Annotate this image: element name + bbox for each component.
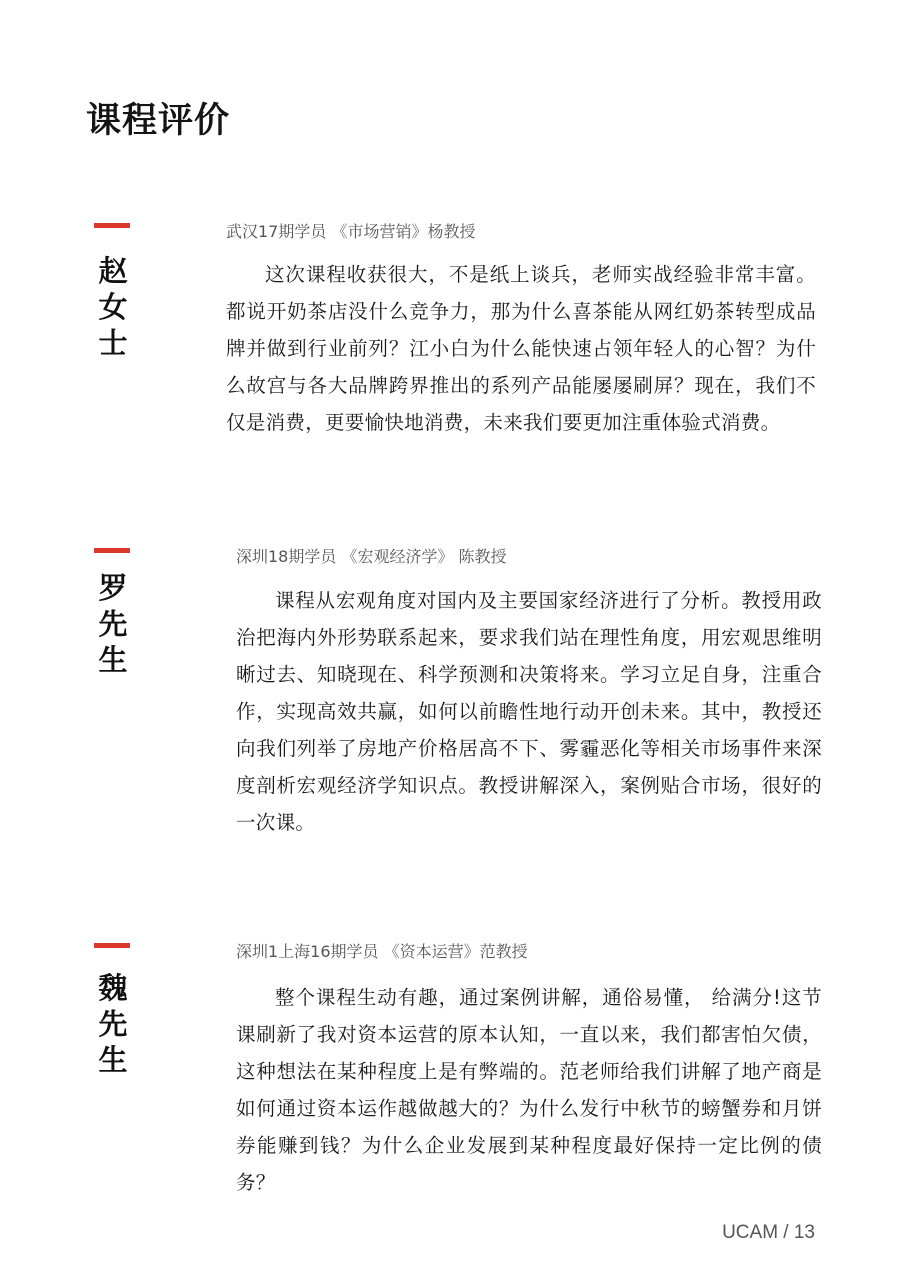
- accent-bar: [94, 223, 130, 228]
- accent-bar: [94, 548, 130, 553]
- review-text: 整个课程生动有趣，通过案例讲解，通俗易懂， 给满分!这节课刷新了我对资本运营的原本认知，一直以来，我们都害怕欠债，这种想法在某种程度上是有弊端的。范老师给我们讲解了地产商是如何通过资本运作越做越大的？为什么发行中秋节的螃蟹券和月饼券能赚到钱？为什么企业发展到某种程度最好保持一定比例的债务？: [236, 986, 822, 1194]
- review-text: 课程从宏观角度对国内及主要国家经济进行了分析。教授用政治把海内外形势联系起来，要求我们站在理性角度，用宏观思维明晰过去、知晓现在、科学预测和决策将来。学习立足自身，注重合作，实现高效共赢，如何以前瞻性地行动开创未来。其中，教授还向我们列举了房地产价格居高不下、雾霾恶化等相关市场事件来深度剖析宏观经济学知识点。教授讲解深入，案例贴合市场，很好的一次课。: [236, 589, 822, 834]
- reviewer-name: 魏先生: [98, 971, 128, 1077]
- accent-bar: [94, 943, 130, 948]
- review-meta: 深圳1上海16期学员 《资本运营》范教授: [236, 942, 528, 961]
- review-meta: 武汉17期学员 《市场营销》杨教授: [226, 222, 476, 241]
- reviewer-name: 赵女士: [98, 254, 128, 360]
- review-meta: 深圳18期学员 《宏观经济学》 陈教授: [236, 547, 507, 566]
- review-text: 这次课程收获很大，不是纸上谈兵，老师实战经验非常丰富。都说开奶茶店没什么竞争力，那为什么喜茶能从网红奶茶转型成品牌并做到行业前列？江小白为什么能快速占领年轻人的心智？为什么故宫与各大品牌跨界推出的系列产品能屡屡刷屏？现在，我们不仅是消费，更要愉快地消费，未来我们要更加注重体验式消费。: [226, 263, 816, 434]
- page-title: 课程评价: [86, 101, 231, 141]
- reviewer-name: 罗先生: [98, 571, 128, 677]
- page-footer: UCAM / 13: [722, 1222, 815, 1243]
